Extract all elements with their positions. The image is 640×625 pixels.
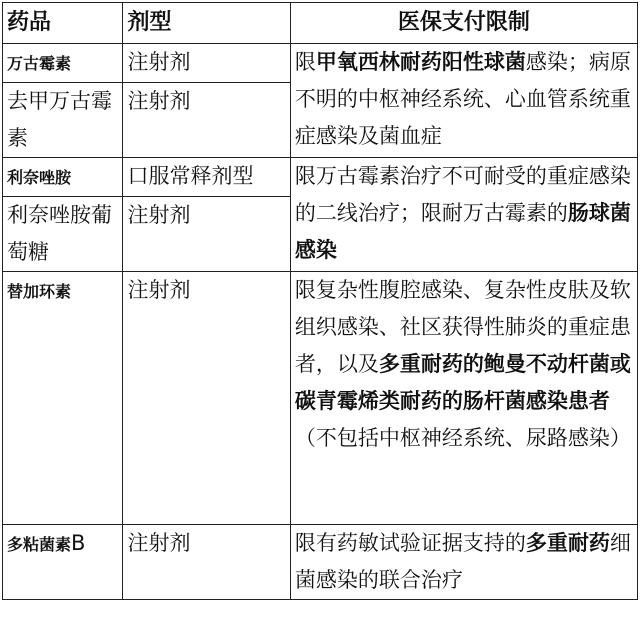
form-cell: 注射剂 bbox=[123, 525, 290, 600]
table-row bbox=[3, 525, 638, 600]
limit-text: 感染；病原不明的中枢神经系统、心血管系统重症感染及菌血症 bbox=[294, 50, 631, 148]
form-cell: 注射剂 bbox=[123, 44, 290, 83]
drug-name: 替加环素 bbox=[7, 282, 72, 301]
limit-text: （不包括中枢神经系统、尿路感染） bbox=[294, 426, 631, 450]
drug-cell bbox=[3, 525, 123, 600]
drug-name: 万古霉素 bbox=[7, 54, 72, 73]
limit-text: 限复杂性腹腔感染、复杂性皮肤及软组织感染、社区获得性肺炎的重症患者，以及 bbox=[294, 278, 631, 376]
limit-cell bbox=[290, 44, 637, 158]
drug-cell: 利奈唑胺葡萄糖 bbox=[3, 197, 123, 272]
limit-emphasis: 肠球菌感染 bbox=[294, 201, 631, 262]
form-cell: 口服常释剂型 bbox=[123, 158, 290, 197]
drug-cell bbox=[3, 272, 123, 525]
drug-insurance-table bbox=[2, 2, 638, 600]
limit-cell bbox=[290, 525, 637, 600]
drug-name: 多粘菌素 bbox=[7, 535, 72, 554]
header-limit: 医保支付限制 bbox=[290, 3, 637, 44]
limit-emphasis: 甲氧西林耐药阳性球菌 bbox=[315, 50, 526, 74]
limit-emphasis: 多重耐药 bbox=[525, 531, 610, 555]
drug-name: 利奈唑胺 bbox=[7, 168, 72, 187]
form-cell: 注射剂 bbox=[123, 272, 290, 525]
table-row bbox=[3, 272, 638, 525]
drug-cell bbox=[3, 44, 123, 83]
drug-cell bbox=[3, 158, 123, 197]
limit-text: 细菌感染的联合治疗 bbox=[294, 531, 631, 592]
limit-text: 限有药敏试验证据支持的 bbox=[294, 531, 526, 555]
form-cell: 注射剂 bbox=[123, 197, 290, 272]
table-row bbox=[3, 44, 638, 83]
drug-cell: 去甲万古霉素 bbox=[3, 83, 123, 158]
limit-text: 限 bbox=[294, 50, 316, 74]
drug-name-suffix: B bbox=[71, 531, 86, 555]
form-cell: 注射剂 bbox=[123, 83, 290, 158]
limit-emphasis: 多重耐药的鲍曼不动杆菌或碳青霉烯类耐药的肠杆菌感染患者 bbox=[294, 352, 631, 413]
table-row bbox=[3, 158, 638, 197]
header-form: 剂型 bbox=[123, 3, 290, 44]
limit-cell bbox=[290, 158, 637, 272]
limit-cell bbox=[290, 272, 637, 525]
table-header-row bbox=[3, 3, 638, 44]
limit-text: 限万古霉素治疗不可耐受的重症感染的二线治疗；限耐万古霉素的 bbox=[294, 164, 631, 225]
header-drug: 药品 bbox=[3, 3, 123, 44]
